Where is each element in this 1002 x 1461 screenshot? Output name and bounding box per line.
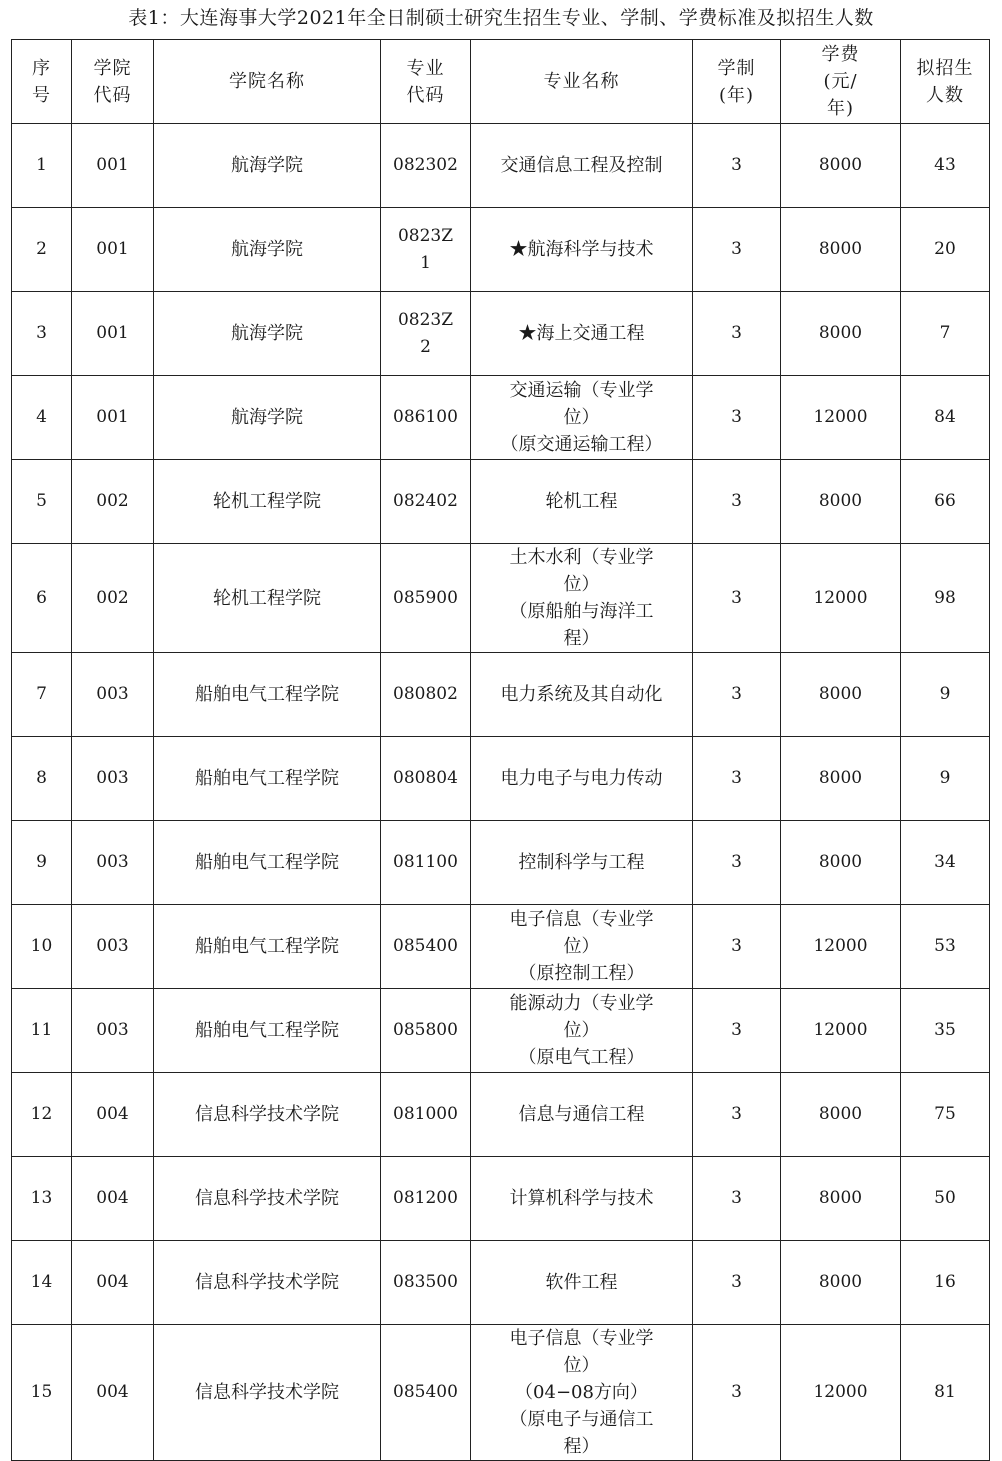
header-row bbox=[12, 40, 990, 124]
cell-major-code bbox=[381, 989, 471, 1073]
cell-value: 2 bbox=[36, 239, 47, 259]
cell-value: 3 bbox=[731, 936, 742, 956]
cell-value: 3 bbox=[731, 155, 742, 175]
cell-line: 电子信息（专业学 bbox=[509, 1328, 654, 1349]
cell-college-name bbox=[154, 1157, 381, 1241]
cell-line: 能源动力（专业学 bbox=[509, 993, 654, 1014]
table-row bbox=[12, 460, 990, 544]
cell-major-code bbox=[381, 1325, 471, 1461]
cell-line: (年) bbox=[718, 84, 755, 106]
cell-duration bbox=[693, 1073, 781, 1157]
cell-tuition bbox=[781, 124, 901, 208]
cell-value: 13 bbox=[30, 1188, 53, 1208]
table-body bbox=[12, 124, 990, 1461]
cell-value: 35 bbox=[934, 1020, 956, 1040]
cell-college-name bbox=[154, 1073, 381, 1157]
cell-major-name bbox=[471, 653, 693, 737]
cell-quota bbox=[901, 737, 990, 821]
cell-major-name bbox=[471, 208, 693, 292]
cell-line: 086100 bbox=[393, 407, 458, 427]
cell-line: 学费 bbox=[821, 44, 860, 65]
header-seq bbox=[12, 40, 72, 124]
cell-value: 9 bbox=[36, 852, 47, 872]
cell-value: 8000 bbox=[818, 1272, 863, 1292]
cell-line: 控制科学与工程 bbox=[518, 852, 645, 873]
cell-line: 信息与通信工程 bbox=[518, 1104, 645, 1125]
cell-line: （原交通运输工程） bbox=[500, 434, 663, 455]
cell-value: 信息科学技术学院 bbox=[195, 1272, 339, 1293]
cell-line: 号 bbox=[32, 84, 51, 106]
cell-line: 085400 bbox=[393, 1382, 458, 1402]
cell-major-name bbox=[471, 544, 693, 653]
cell-college-name bbox=[154, 376, 381, 460]
cell-value: 3 bbox=[731, 1382, 742, 1402]
cell-value: 航海学院 bbox=[231, 407, 303, 428]
cell-quota bbox=[901, 905, 990, 989]
cell-value: 12000 bbox=[813, 407, 868, 427]
cell-tuition bbox=[781, 208, 901, 292]
cell-duration bbox=[693, 989, 781, 1073]
cell-value: 003 bbox=[96, 684, 129, 704]
cell-line: （原船舶与海洋工 bbox=[509, 601, 654, 622]
cell-value: 信息科学技术学院 bbox=[195, 1382, 339, 1403]
cell-duration bbox=[693, 821, 781, 905]
cell-major-name bbox=[471, 376, 693, 460]
cell-value: 3 bbox=[731, 323, 742, 343]
cell-college-code bbox=[72, 1325, 154, 1461]
cell-value: 船舶电气工程学院 bbox=[195, 684, 339, 705]
cell-tuition bbox=[781, 1325, 901, 1461]
cell-value: 7 bbox=[36, 684, 47, 704]
cell-tuition bbox=[781, 544, 901, 653]
cell-major-code bbox=[381, 460, 471, 544]
cell-value: 50 bbox=[934, 1188, 956, 1208]
cell-duration bbox=[693, 1157, 781, 1241]
cell-value: 8 bbox=[36, 768, 47, 788]
cell-value: 12000 bbox=[813, 936, 868, 956]
cell-value: 船舶电气工程学院 bbox=[195, 852, 339, 873]
cell-college-name bbox=[154, 737, 381, 821]
cell-quota bbox=[901, 1157, 990, 1241]
cell-seq bbox=[12, 905, 72, 989]
cell-major-code bbox=[381, 905, 471, 989]
cell-quota bbox=[901, 460, 990, 544]
cell-major-code bbox=[381, 821, 471, 905]
cell-value: 3 bbox=[731, 239, 742, 259]
cell-value: 14 bbox=[30, 1272, 53, 1292]
cell-value: 8000 bbox=[818, 1188, 863, 1208]
cell-seq bbox=[12, 737, 72, 821]
cell-seq bbox=[12, 124, 72, 208]
cell-value: 34 bbox=[934, 852, 956, 872]
cell-value: 3 bbox=[731, 1020, 742, 1040]
cell-value: 3 bbox=[731, 1104, 742, 1124]
cell-duration bbox=[693, 737, 781, 821]
cell-major-name bbox=[471, 292, 693, 376]
cell-line: 电子信息（专业学 bbox=[509, 909, 654, 930]
table-row bbox=[12, 544, 990, 653]
cell-value: 75 bbox=[934, 1104, 956, 1124]
cell-seq bbox=[12, 460, 72, 544]
cell-value: 8000 bbox=[818, 155, 863, 175]
cell-college-code bbox=[72, 544, 154, 653]
cell-tuition bbox=[781, 1157, 901, 1241]
cell-value: 3 bbox=[731, 852, 742, 872]
cell-value: 7 bbox=[939, 323, 951, 343]
cell-line: 轮机工程 bbox=[545, 491, 618, 512]
cell-value: 81 bbox=[934, 1382, 956, 1402]
cell-college-code bbox=[72, 376, 154, 460]
cell-line: 位） bbox=[563, 407, 600, 428]
cell-value: 003 bbox=[96, 1020, 129, 1040]
cell-line: 程） bbox=[563, 1436, 600, 1457]
cell-tuition bbox=[781, 460, 901, 544]
cell-line: 082402 bbox=[393, 491, 458, 511]
cell-quota bbox=[901, 292, 990, 376]
cell-college-code bbox=[72, 737, 154, 821]
cell-seq bbox=[12, 1325, 72, 1461]
header-major-name bbox=[471, 40, 693, 124]
cell-line: ★海上交通工程 bbox=[518, 323, 645, 344]
cell-duration bbox=[693, 460, 781, 544]
cell-value: 004 bbox=[96, 1272, 129, 1292]
cell-line: 083500 bbox=[393, 1272, 458, 1292]
cell-line: 年) bbox=[826, 98, 855, 119]
cell-college-name bbox=[154, 208, 381, 292]
cell-line: 081000 bbox=[393, 1104, 458, 1124]
cell-value: 3 bbox=[36, 323, 47, 343]
cell-value: 001 bbox=[96, 407, 129, 427]
cell-seq bbox=[12, 376, 72, 460]
cell-major-name bbox=[471, 124, 693, 208]
cell-value: 8000 bbox=[818, 239, 863, 259]
admissions-table bbox=[11, 39, 990, 1461]
table-title: 表1：大连海事大学2021年全日制硕士研究生招生专业、学制、学费标准及拟招生人数 bbox=[128, 7, 874, 29]
cell-major-name bbox=[471, 737, 693, 821]
cell-value: 船舶电气工程学院 bbox=[195, 1020, 339, 1041]
cell-line: (元/ bbox=[823, 71, 858, 92]
cell-tuition bbox=[781, 653, 901, 737]
cell-quota bbox=[901, 544, 990, 653]
cell-value: 53 bbox=[934, 936, 956, 956]
cell-value: 航海学院 bbox=[231, 239, 303, 260]
table-row bbox=[12, 1241, 990, 1325]
cell-tuition bbox=[781, 376, 901, 460]
cell-major-code bbox=[381, 653, 471, 737]
cell-college-name bbox=[154, 124, 381, 208]
cell-line: 0823Z bbox=[397, 225, 454, 246]
cell-value: 轮机工程学院 bbox=[213, 587, 321, 609]
table-row bbox=[12, 1157, 990, 1241]
cell-quota bbox=[901, 376, 990, 460]
cell-college-code bbox=[72, 292, 154, 376]
cell-college-name bbox=[154, 989, 381, 1073]
cell-duration bbox=[693, 544, 781, 653]
cell-seq bbox=[12, 1241, 72, 1325]
cell-college-code bbox=[72, 1241, 154, 1325]
cell-duration bbox=[693, 292, 781, 376]
cell-duration bbox=[693, 124, 781, 208]
cell-value: 10 bbox=[30, 936, 53, 956]
cell-line: 081100 bbox=[393, 852, 458, 872]
cell-value: 3 bbox=[731, 684, 742, 704]
cell-quota bbox=[901, 821, 990, 905]
cell-line: ★航海科学与技术 bbox=[509, 239, 654, 260]
cell-line: 学院 bbox=[93, 57, 132, 79]
table-row bbox=[12, 376, 990, 460]
cell-line: 位） bbox=[563, 1355, 600, 1376]
cell-value: 1 bbox=[36, 155, 47, 175]
cell-duration bbox=[693, 376, 781, 460]
cell-line: 080804 bbox=[393, 768, 458, 788]
cell-seq bbox=[12, 989, 72, 1073]
cell-value: 003 bbox=[96, 852, 129, 872]
cell-major-name bbox=[471, 989, 693, 1073]
cell-line: 土木水利（专业学 bbox=[509, 547, 654, 568]
cell-value: 8000 bbox=[818, 852, 863, 872]
cell-value: 3 bbox=[731, 587, 742, 608]
cell-line: （原电子与通信工 bbox=[509, 1409, 654, 1430]
table-row bbox=[12, 989, 990, 1073]
table-row bbox=[12, 653, 990, 737]
cell-major-name bbox=[471, 1325, 693, 1461]
cell-college-code bbox=[72, 208, 154, 292]
cell-line: 交通信息工程及控制 bbox=[500, 155, 663, 176]
cell-duration bbox=[693, 1325, 781, 1461]
cell-value: 6 bbox=[36, 587, 47, 608]
cell-major-code bbox=[381, 1157, 471, 1241]
cell-duration bbox=[693, 653, 781, 737]
cell-value: 16 bbox=[934, 1272, 956, 1292]
cell-seq bbox=[12, 544, 72, 653]
cell-major-code bbox=[381, 376, 471, 460]
header-college-code bbox=[72, 40, 154, 124]
cell-college-name bbox=[154, 460, 381, 544]
cell-seq bbox=[12, 653, 72, 737]
cell-value: 8000 bbox=[818, 1104, 863, 1124]
cell-line: 081200 bbox=[393, 1188, 458, 1208]
cell-college-code bbox=[72, 1157, 154, 1241]
cell-seq bbox=[12, 1073, 72, 1157]
header-college-name bbox=[154, 40, 381, 124]
header-quota bbox=[901, 40, 990, 124]
table-row bbox=[12, 208, 990, 292]
cell-line: 人数 bbox=[926, 84, 964, 106]
cell-value: 12000 bbox=[813, 587, 868, 608]
cell-value: 12000 bbox=[813, 1382, 868, 1402]
header-tuition bbox=[781, 40, 901, 124]
cell-college-code bbox=[72, 124, 154, 208]
cell-line: 电力电子与电力传动 bbox=[500, 768, 663, 789]
cell-value: 3 bbox=[731, 1272, 742, 1292]
cell-college-name bbox=[154, 653, 381, 737]
cell-tuition bbox=[781, 292, 901, 376]
cell-value: 003 bbox=[96, 936, 129, 956]
cell-value: 004 bbox=[96, 1104, 129, 1124]
cell-quota bbox=[901, 653, 990, 737]
table-row bbox=[12, 821, 990, 905]
cell-college-code bbox=[72, 653, 154, 737]
cell-major-code bbox=[381, 544, 471, 653]
cell-quota bbox=[901, 208, 990, 292]
cell-line: 位） bbox=[563, 574, 600, 595]
cell-line: 学院名称 bbox=[229, 71, 305, 92]
cell-line: 位） bbox=[563, 1020, 600, 1041]
cell-value: 43 bbox=[934, 155, 956, 175]
cell-value: 20 bbox=[934, 239, 956, 259]
cell-tuition bbox=[781, 737, 901, 821]
cell-value: 15 bbox=[30, 1382, 53, 1402]
table-row bbox=[12, 124, 990, 208]
cell-major-name bbox=[471, 1073, 693, 1157]
cell-line: 082302 bbox=[393, 155, 458, 175]
cell-line: （原电气工程） bbox=[518, 1047, 645, 1068]
cell-major-code bbox=[381, 292, 471, 376]
cell-quota bbox=[901, 1325, 990, 1461]
cell-college-code bbox=[72, 989, 154, 1073]
cell-line: 代码 bbox=[93, 84, 132, 106]
header-duration bbox=[693, 40, 781, 124]
cell-value: 002 bbox=[96, 587, 129, 608]
cell-tuition bbox=[781, 1073, 901, 1157]
cell-college-code bbox=[72, 1073, 154, 1157]
cell-value: 船舶电气工程学院 bbox=[195, 936, 339, 957]
cell-value: 8000 bbox=[818, 768, 863, 788]
cell-line: 080802 bbox=[393, 684, 458, 704]
cell-value: 信息科学技术学院 bbox=[195, 1188, 339, 1209]
cell-tuition bbox=[781, 821, 901, 905]
table-row bbox=[12, 1073, 990, 1157]
cell-duration bbox=[693, 1241, 781, 1325]
cell-line: 代码 bbox=[406, 84, 445, 106]
cell-value: 66 bbox=[934, 491, 956, 511]
cell-value: 5 bbox=[36, 491, 47, 511]
cell-value: 11 bbox=[30, 1020, 53, 1040]
cell-line: 085400 bbox=[393, 936, 458, 956]
cell-line: （04−08方向） bbox=[515, 1382, 648, 1403]
cell-major-name bbox=[471, 460, 693, 544]
cell-major-name bbox=[471, 1157, 693, 1241]
cell-value: 002 bbox=[96, 491, 129, 511]
cell-major-code bbox=[381, 208, 471, 292]
cell-value: 003 bbox=[96, 768, 129, 788]
table-row bbox=[12, 905, 990, 989]
cell-quota bbox=[901, 1241, 990, 1325]
cell-value: 001 bbox=[96, 323, 129, 343]
cell-value: 3 bbox=[731, 1188, 742, 1208]
cell-value: 航海学院 bbox=[231, 323, 303, 344]
cell-value: 84 bbox=[934, 407, 956, 427]
cell-value: 9 bbox=[939, 684, 951, 704]
cell-seq bbox=[12, 1157, 72, 1241]
cell-value: 12000 bbox=[813, 1020, 868, 1040]
cell-college-name bbox=[154, 1325, 381, 1461]
cell-duration bbox=[693, 905, 781, 989]
cell-line: 专业名称 bbox=[543, 71, 620, 92]
cell-line: 学制 bbox=[717, 57, 756, 79]
cell-line: 0823Z bbox=[397, 309, 454, 330]
cell-seq bbox=[12, 292, 72, 376]
cell-quota bbox=[901, 1073, 990, 1157]
table-row bbox=[12, 292, 990, 376]
cell-quota bbox=[901, 989, 990, 1073]
cell-college-name bbox=[154, 905, 381, 989]
cell-line: 085900 bbox=[393, 587, 458, 608]
cell-value: 9 bbox=[939, 768, 951, 788]
cell-value: 3 bbox=[731, 407, 742, 427]
cell-value: 航海学院 bbox=[231, 155, 303, 176]
cell-line: 计算机科学与技术 bbox=[509, 1188, 654, 1209]
cell-value: 4 bbox=[36, 407, 47, 427]
cell-major-code bbox=[381, 124, 471, 208]
cell-value: 12 bbox=[30, 1104, 53, 1124]
cell-line: 位） bbox=[563, 936, 600, 957]
cell-line: 序 bbox=[32, 57, 51, 79]
cell-tuition bbox=[781, 989, 901, 1073]
cell-line: 085800 bbox=[393, 1020, 458, 1040]
cell-value: 001 bbox=[96, 155, 129, 175]
cell-value: 8000 bbox=[818, 323, 863, 343]
cell-value: 信息科学技术学院 bbox=[195, 1104, 339, 1125]
cell-value: 船舶电气工程学院 bbox=[195, 768, 339, 789]
cell-line: 交通运输（专业学 bbox=[509, 380, 654, 401]
cell-value: 001 bbox=[96, 239, 129, 259]
table-row bbox=[12, 1325, 990, 1461]
cell-value: 004 bbox=[96, 1188, 129, 1208]
cell-value: 3 bbox=[731, 491, 742, 511]
cell-line: 软件工程 bbox=[545, 1272, 618, 1293]
cell-major-name bbox=[471, 1241, 693, 1325]
cell-college-name bbox=[154, 1241, 381, 1325]
cell-quota bbox=[901, 124, 990, 208]
cell-line: 拟招生 bbox=[916, 57, 974, 79]
cell-duration bbox=[693, 208, 781, 292]
cell-value: 004 bbox=[96, 1382, 129, 1402]
table-row bbox=[12, 737, 990, 821]
cell-line: 1 bbox=[420, 252, 431, 273]
cell-major-code bbox=[381, 1073, 471, 1157]
cell-college-code bbox=[72, 821, 154, 905]
cell-line: （原控制工程） bbox=[518, 963, 645, 984]
header-major-code bbox=[381, 40, 471, 124]
cell-major-code bbox=[381, 737, 471, 821]
cell-line: 2 bbox=[420, 336, 431, 357]
cell-tuition bbox=[781, 905, 901, 989]
cell-value: 8000 bbox=[818, 491, 863, 511]
cell-tuition bbox=[781, 1241, 901, 1325]
cell-college-code bbox=[72, 460, 154, 544]
cell-value: 3 bbox=[731, 768, 742, 788]
cell-value: 8000 bbox=[818, 684, 863, 704]
cell-college-name bbox=[154, 821, 381, 905]
cell-value: 98 bbox=[934, 587, 956, 608]
cell-major-name bbox=[471, 905, 693, 989]
cell-value: 轮机工程学院 bbox=[213, 491, 321, 512]
cell-seq bbox=[12, 208, 72, 292]
cell-line: 电力系统及其自动化 bbox=[500, 684, 663, 705]
cell-line: 程） bbox=[563, 628, 600, 649]
cell-seq bbox=[12, 821, 72, 905]
cell-college-code bbox=[72, 905, 154, 989]
cell-major-name bbox=[471, 821, 693, 905]
cell-line: 专业 bbox=[406, 57, 445, 79]
cell-major-code bbox=[381, 1241, 471, 1325]
cell-college-name bbox=[154, 292, 381, 376]
cell-college-name bbox=[154, 544, 381, 653]
